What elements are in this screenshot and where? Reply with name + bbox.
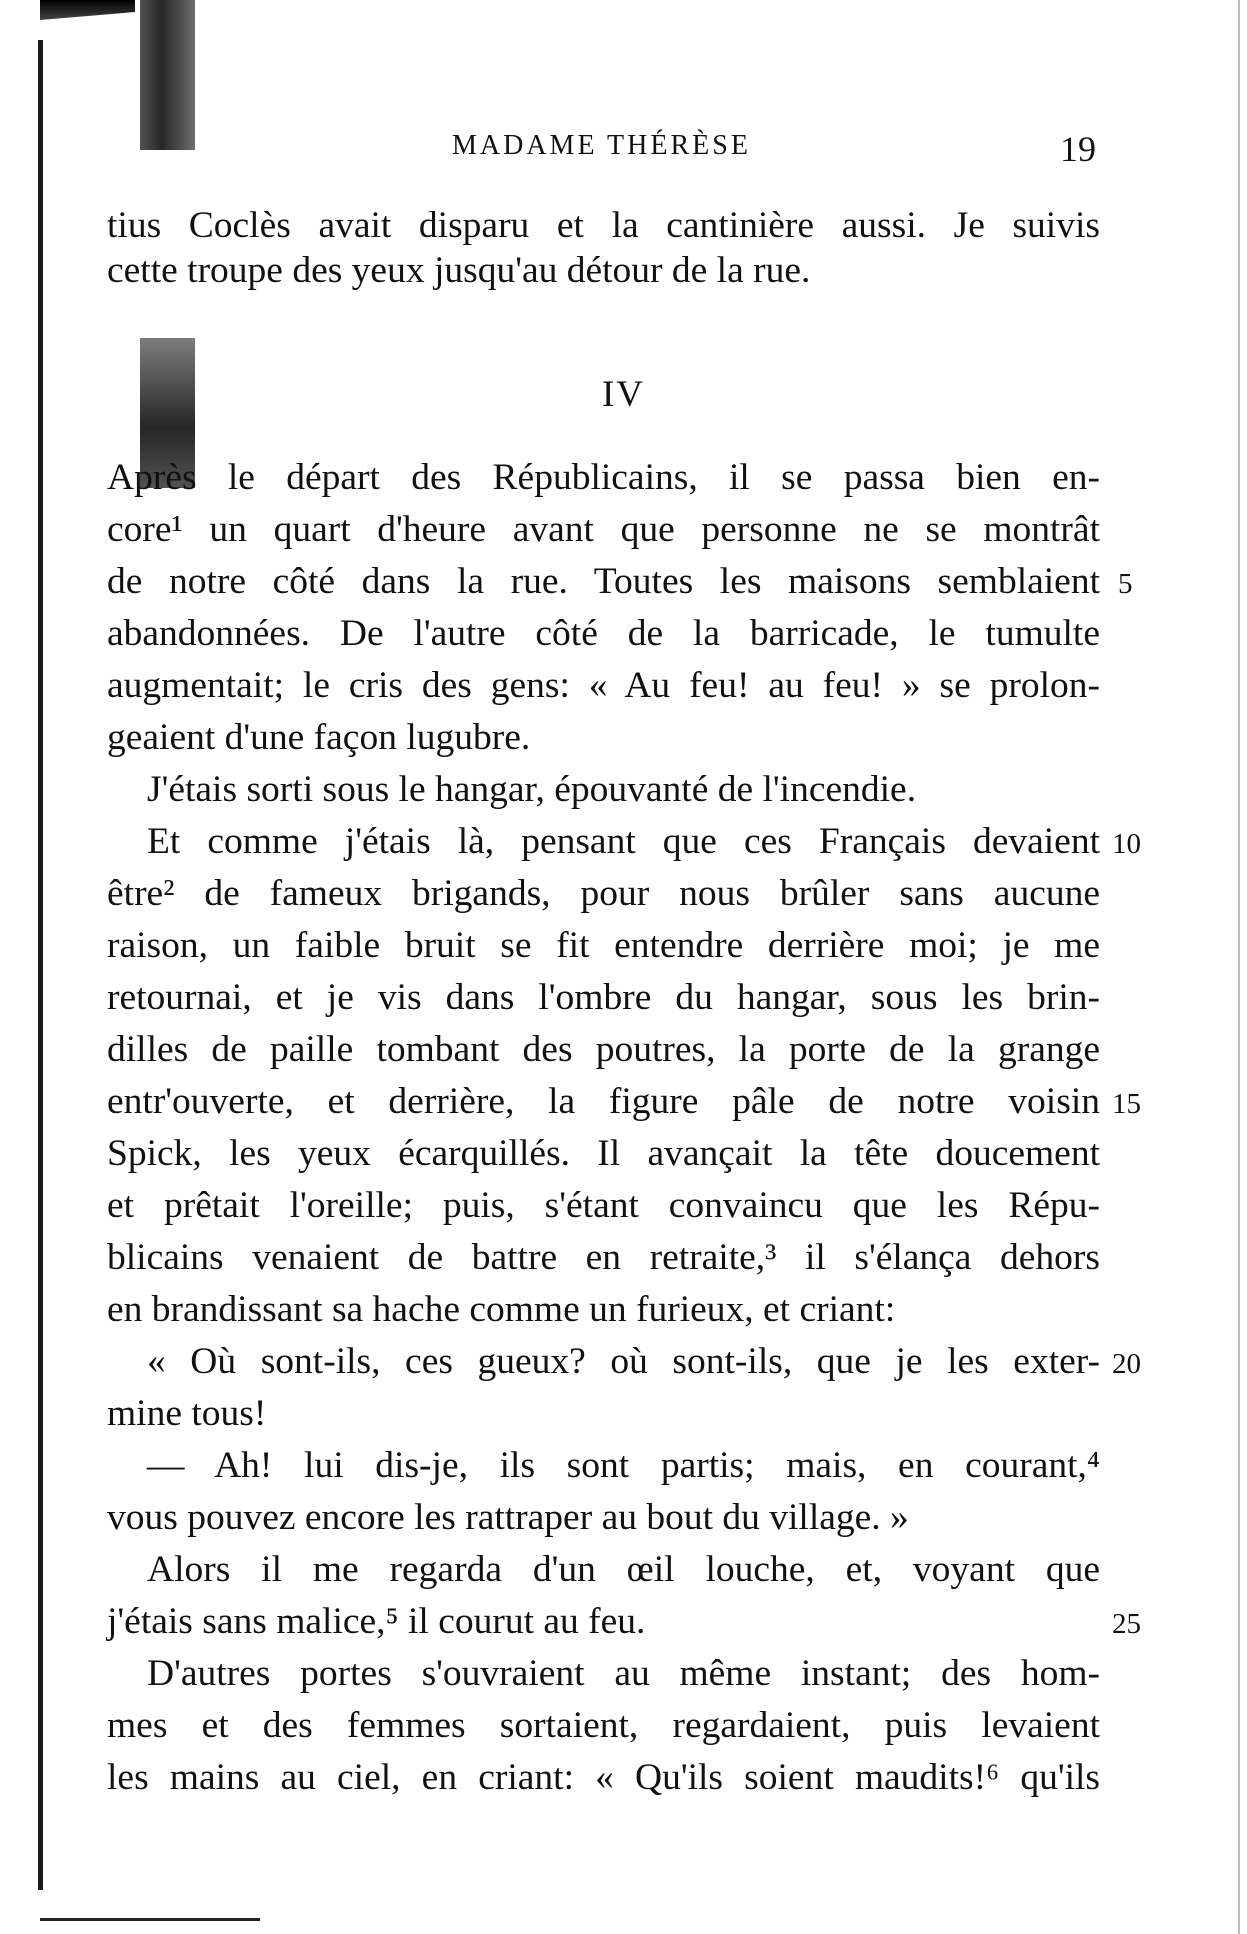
line-number: 15 <box>1112 1088 1141 1120</box>
text-line: dilles de paille tombant des poutres, la porte de la grange <box>107 1029 1100 1070</box>
text-line: J'étais sorti sous le hangar, épouvanté de l'incendie. <box>147 769 917 810</box>
text-line: augmentait; le cris des gens: « Au feu! au feu! » se prolon- <box>107 665 1100 706</box>
text-line: « Où sont-ils, ces gueux? où sont-ils, que je les exter- <box>147 1341 1100 1382</box>
text-line: D'autres portes s'ouvraient au même instant; des hom- <box>147 1653 1100 1694</box>
text-line: raison, un faible bruit se fit entendre derrière moi; je me <box>107 925 1100 966</box>
text-line: j'étais sans malice,⁵ il courut au feu. <box>107 1601 646 1642</box>
text-line: être² de fameux brigands, pour nous brûler sans aucune <box>107 873 1100 914</box>
text-line: Après le départ des Républicains, il se passa bien en- <box>107 457 1100 498</box>
chapter-heading: IV <box>601 374 646 415</box>
page-edge-left <box>38 40 43 1890</box>
text-line: core¹ un quart d'heure avant que personne ne se montrât <box>107 509 1100 550</box>
line-number: 20 <box>1112 1348 1141 1380</box>
text-line: — Ah! lui dis-je, ils sont partis; mais, en courant,⁴ <box>147 1445 1100 1486</box>
text-line: de notre côté dans la rue. Toutes les maisons semblaient <box>107 561 1100 602</box>
text-line: entr'ouverte, et derrière, la figure pâle de notre voisin <box>107 1081 1100 1122</box>
text-line: retournai, et je vis dans l'ombre du hangar, sous les brin- <box>107 977 1100 1018</box>
text-line: mine tous! <box>107 1393 267 1434</box>
text-line: blicains venaient de battre en retraite,³ il s'élança dehors <box>107 1237 1100 1278</box>
page-number: 19 <box>1060 129 1096 169</box>
scan-artifact <box>140 0 195 150</box>
line-number: 25 <box>1112 1608 1141 1640</box>
text-line: vous pouvez encore les rattraper au bout du village. » <box>107 1497 909 1538</box>
running-title: MADAME THÉRÈSE <box>452 130 751 161</box>
page-edge-bottom <box>40 1918 260 1921</box>
text-line: Et comme j'étais là, pensant que ces Français devaient <box>147 821 1100 862</box>
scan-artifact <box>40 0 135 20</box>
text-line: Alors il me regarda d'un œil louche, et, voyant que <box>147 1549 1100 1590</box>
text-line: geaient d'une façon lugubre. <box>107 717 531 758</box>
text-line: les mains au ciel, en criant: « Qu'ils soient maudits!⁶ qu'ils <box>107 1757 1100 1798</box>
line-number: 5 <box>1118 568 1133 600</box>
text-line: Spick, les yeux écarquillés. Il avançait la tête doucement <box>107 1133 1100 1174</box>
text-line: abandonnées. De l'autre côté de la barricade, le tumulte <box>107 613 1100 654</box>
text-line: et prêtait l'oreille; puis, s'étant convaincu que les Répu- <box>107 1185 1100 1226</box>
page-edge-right <box>1238 0 1240 1934</box>
text-line: en brandissant sa hache comme un furieux, et criant: <box>107 1289 896 1330</box>
text-line: mes et des femmes sortaient, regardaient, puis levaient <box>107 1705 1100 1746</box>
text-line: cette troupe des yeux jusqu'au détour de la rue. <box>107 250 811 291</box>
line-number: 10 <box>1112 828 1141 860</box>
text-line: tius Coclès avait disparu et la cantinière aussi. Je suivis <box>107 205 1100 246</box>
